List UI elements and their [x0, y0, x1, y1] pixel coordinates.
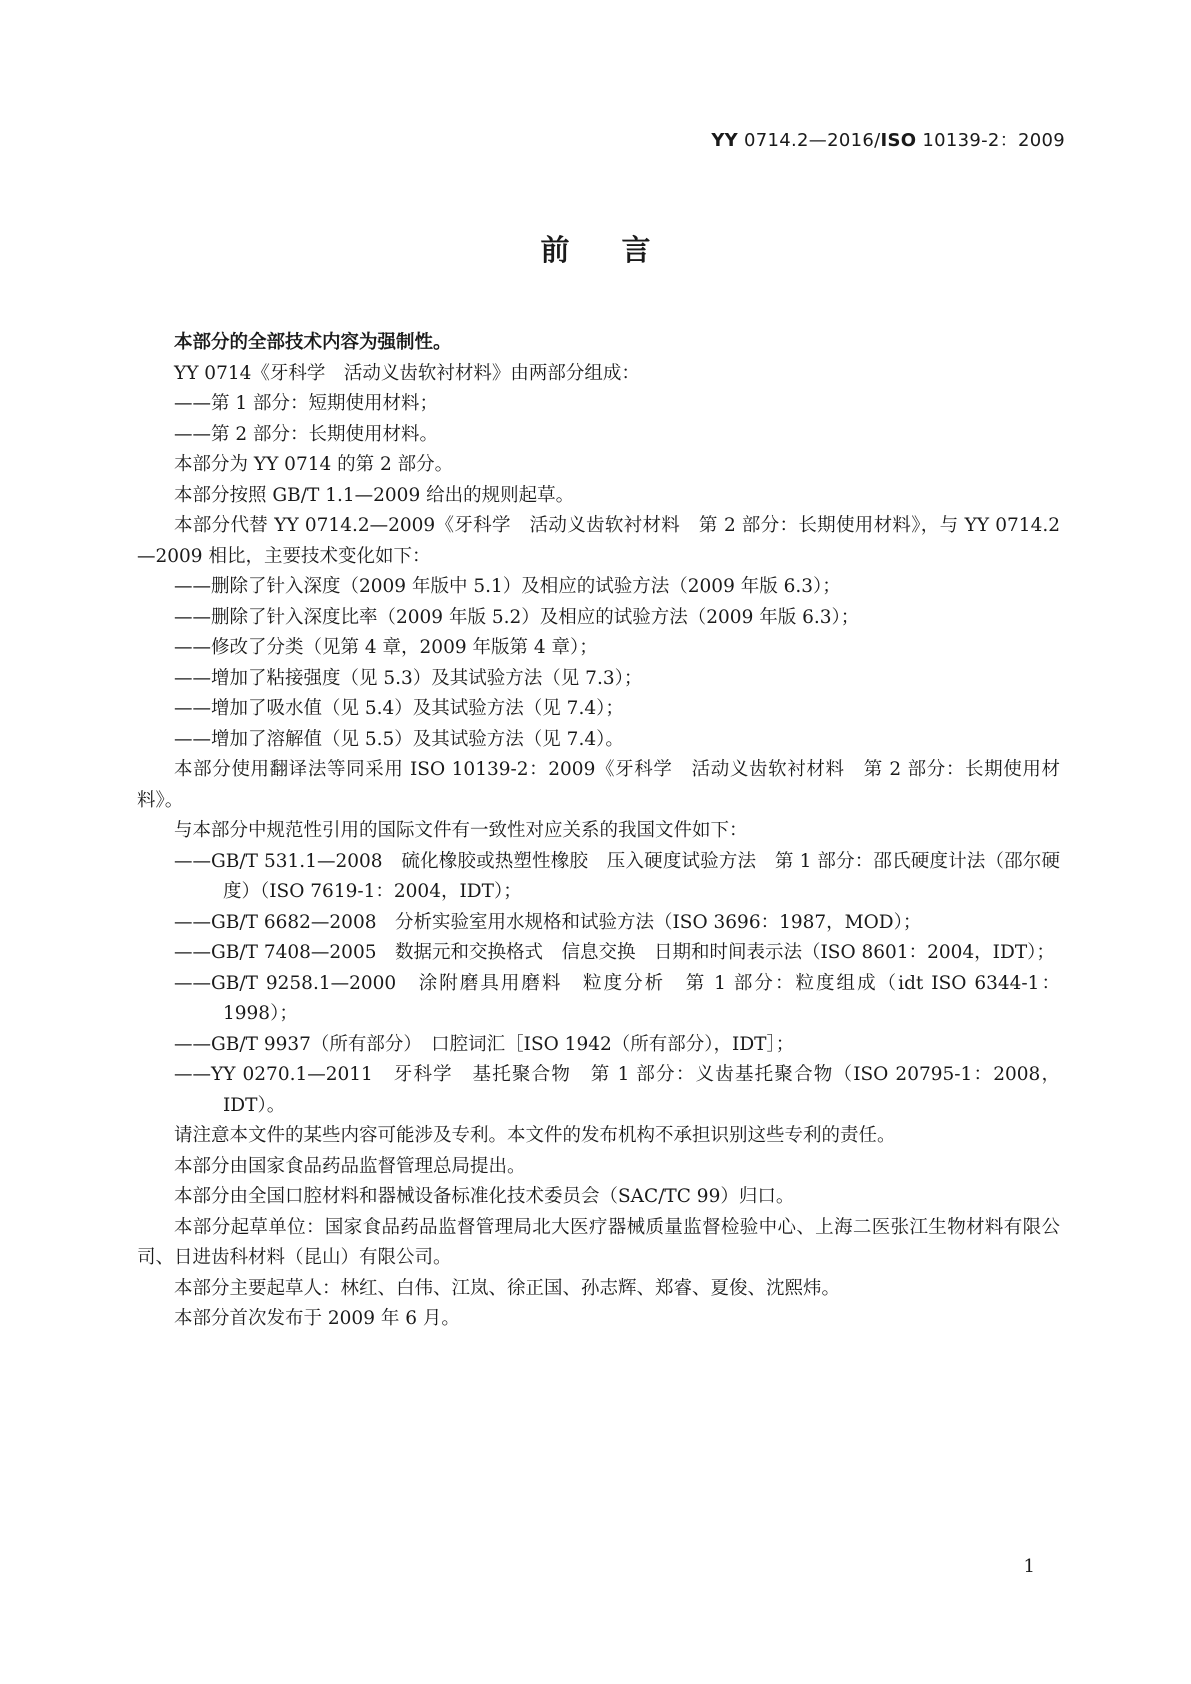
- paragraph: 本部分按照 GB/T 1.1—2009 给出的规则起草。: [174, 484, 575, 506]
- list-item: ——增加了吸水值（见 5.4）及其试验方法（见 7.4）；: [174, 698, 624, 719]
- page-number: 1: [1023, 1556, 1035, 1577]
- reference-item: ——GB/T 6682—2008 分析实验室用水规格和试验方法（ISO 3696：1987，MOD）；: [174, 911, 922, 933]
- standard-code-header: [711, 126, 1065, 152]
- paragraph: 与本部分中规范性引用的国际文件有一致性对应关系的我国文件如下：: [174, 820, 748, 841]
- paragraph: 本部分首次发布于 2009 年 6 月。: [174, 1308, 460, 1329]
- list-item: ——删除了针入深度比率（2009 年版 5.2）及相应的试验方法（2009 年版 6.3）；: [174, 606, 860, 628]
- paragraph: 本部分主要起草人：林红、白伟、江岚、徐正国、孙志辉、郑睿、夏俊、沈熙炜。: [174, 1277, 841, 1299]
- paragraph: 本部分由全国口腔材料和器械设备标准化技术委员会（SAC/TC 99）归口。: [174, 1186, 795, 1207]
- reference-item: ——GB/T 7408—2005 数据元和交换格式 信息交换 日期和时间表示法（ISO 8601：2004，IDT）；: [174, 942, 1055, 963]
- page-title: 前言: [540, 233, 703, 267]
- list-item: ——增加了粘接强度（见 5.3）及其试验方法（见 7.3）；: [174, 667, 643, 689]
- reference-item: ——GB/T 531.1—2008 硫化橡胶或热塑性橡胶 压入硬度试验方法 第 1 部分：邵氏硬度计法（邵尔硬度）（ISO 7619-1：2004，IDT）；: [174, 850, 1060, 902]
- paragraph: 本部分使用翻译法等同采用 ISO 10139-2：2009《牙科学 活动义齿软衬材料 第 2 部分：长期使用材料》。: [137, 759, 1060, 811]
- standard-code-number: 0714.2—2016/: [738, 130, 881, 151]
- paragraph: YY 0714《牙科学 活动义齿软衬材料》由两部分组成：: [174, 362, 640, 384]
- list-item: ——删除了针入深度（2009 年版中 5.1）及相应的试验方法（2009 年版 6.3）；: [174, 576, 841, 597]
- list-item: ——修改了分类（见第 4 章，2009 年版第 4 章）；: [174, 637, 598, 658]
- paragraph: 请注意本文件的某些内容可能涉及专利。本文件的发布机构不承担识别这些专利的责任。: [174, 1125, 896, 1146]
- reference-item: ——YY 0270.1—2011 牙科学 基托聚合物 第 1 部分：义齿基托聚合物（ISO 20795-1：2008，IDT）。: [174, 1064, 1060, 1116]
- list-item: ——第 1 部分：短期使用材料；: [174, 393, 439, 414]
- standard-code-iso-number: 10139-2：2009: [916, 130, 1065, 151]
- reference-item: ——GB/T 9937（所有部分） 口腔词汇［ISO 1942（所有部分），IDT］；: [174, 1033, 795, 1055]
- reference-item: ——GB/T 9258.1—2000 涂附磨具用磨料 粒度分析 第 1 部分：粒度组成（idt ISO 6344-1：1998）；: [174, 972, 1060, 1024]
- list-item: ——增加了溶解值（见 5.5）及其试验方法（见 7.4）。: [174, 728, 624, 750]
- paragraph: 本部分代替 YY 0714.2—2009《牙科学 活动义齿软衬材料 第 2 部分：长期使用材料》，与 YY 0714.2—2009 相比，主要技术变化如下：: [137, 515, 1060, 567]
- paragraph: 本部分的全部技术内容为强制性。: [174, 332, 452, 353]
- paragraph: 本部分由国家食品药品监督管理总局提出。: [174, 1155, 526, 1177]
- foreword-body: [137, 328, 1060, 1335]
- list-item: ——第 2 部分：长期使用材料。: [174, 423, 439, 445]
- paragraph: 本部分起草单位：国家食品药品监督管理局北大医疗器械质量监督检验中心、上海二医张江生物材料有限公司、日进齿科材料（昆山）有限公司。: [137, 1216, 1060, 1268]
- standard-code-iso: ISO: [880, 130, 917, 151]
- standard-code-prefix: YY: [711, 130, 738, 151]
- paragraph: 本部分为 YY 0714 的第 2 部分。: [174, 454, 454, 475]
